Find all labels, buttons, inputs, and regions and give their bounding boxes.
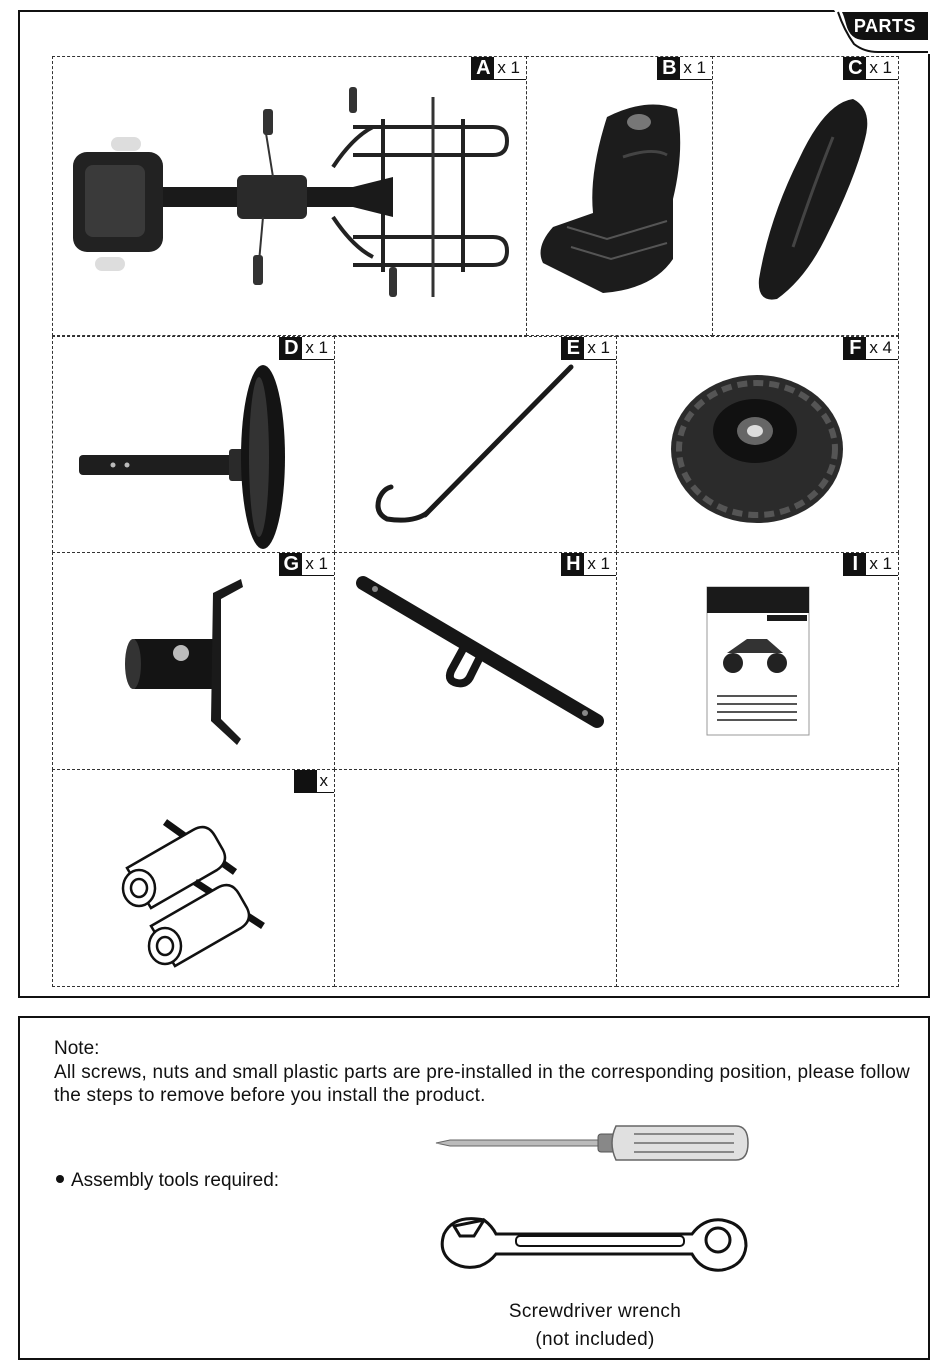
part-qty: x 1 xyxy=(683,58,706,77)
note-title: Note: xyxy=(54,1038,100,1059)
part-qty: x 1 xyxy=(305,338,328,357)
part-cell-d xyxy=(52,336,335,553)
parts-grid xyxy=(52,56,899,987)
part-label-d xyxy=(279,337,334,360)
side-cover-image xyxy=(713,57,899,336)
part-letter xyxy=(295,770,317,792)
wheel-image xyxy=(617,337,899,553)
screwdriver-icon xyxy=(434,1120,750,1166)
note-body: All screws, nuts and small plastic parts are pre-installed in the corresponding position, please follow the steps to remove before you install the product. xyxy=(54,1062,910,1106)
part-cell-b xyxy=(526,56,713,336)
part-cell-c xyxy=(712,56,899,336)
part-label-unlabeled xyxy=(294,770,335,793)
part-letter: D xyxy=(280,337,302,359)
note-panel xyxy=(18,1016,930,1360)
part-qty: x 1 xyxy=(869,58,892,77)
part-cell-a xyxy=(52,56,527,336)
tie-bar-image xyxy=(335,553,617,770)
bullet-icon xyxy=(56,1175,64,1183)
part-cell-f xyxy=(616,336,899,553)
part-letter: I xyxy=(844,553,866,575)
tool-caption-line2: (not included) xyxy=(535,1329,655,1350)
part-cell-unlabeled xyxy=(52,769,335,987)
part-label-g xyxy=(279,553,334,576)
part-cell-h xyxy=(334,552,617,770)
tools-required-text: Assembly tools required: xyxy=(71,1170,280,1191)
part-letter: A xyxy=(472,57,494,79)
steering-rod-image xyxy=(335,337,617,553)
part-label-e xyxy=(561,337,616,360)
steering-bracket-image xyxy=(53,553,335,770)
part-qty: x 1 xyxy=(497,58,520,77)
steering-wheel-image xyxy=(53,337,335,553)
seat-image xyxy=(527,57,713,336)
socket-wrenches-image xyxy=(53,770,335,987)
part-qty: x 1 xyxy=(305,554,328,573)
part-cell-g xyxy=(52,552,335,770)
kart-frame-image xyxy=(53,57,527,336)
tool-caption-line1: Screwdriver wrench xyxy=(508,1301,682,1322)
part-qty: x xyxy=(319,771,328,790)
part-label-i xyxy=(843,553,898,576)
part-qty: x 1 xyxy=(587,338,610,357)
part-letter: E xyxy=(562,337,584,359)
part-letter: H xyxy=(562,553,584,575)
part-label-a xyxy=(471,57,526,80)
part-qty: x 1 xyxy=(869,554,892,573)
parts-tab-label: PARTS xyxy=(853,16,916,36)
part-label-b xyxy=(657,57,712,80)
part-label-c xyxy=(843,57,898,80)
empty-cell xyxy=(616,769,899,987)
part-label-f xyxy=(843,337,898,360)
part-letter: B xyxy=(658,57,680,79)
part-qty: x 4 xyxy=(869,338,892,357)
part-letter: G xyxy=(280,553,302,575)
part-cell-e xyxy=(334,336,617,553)
part-qty: x 1 xyxy=(587,554,610,573)
tool-caption xyxy=(450,1298,740,1354)
empty-cell xyxy=(334,769,617,987)
part-cell-i xyxy=(616,552,899,770)
part-letter: F xyxy=(844,337,866,359)
part-letter: C xyxy=(844,57,866,79)
manual-image xyxy=(617,553,899,770)
part-label-h xyxy=(561,553,616,576)
wrench-icon xyxy=(438,1206,750,1278)
tools-required-label xyxy=(56,1170,279,1192)
